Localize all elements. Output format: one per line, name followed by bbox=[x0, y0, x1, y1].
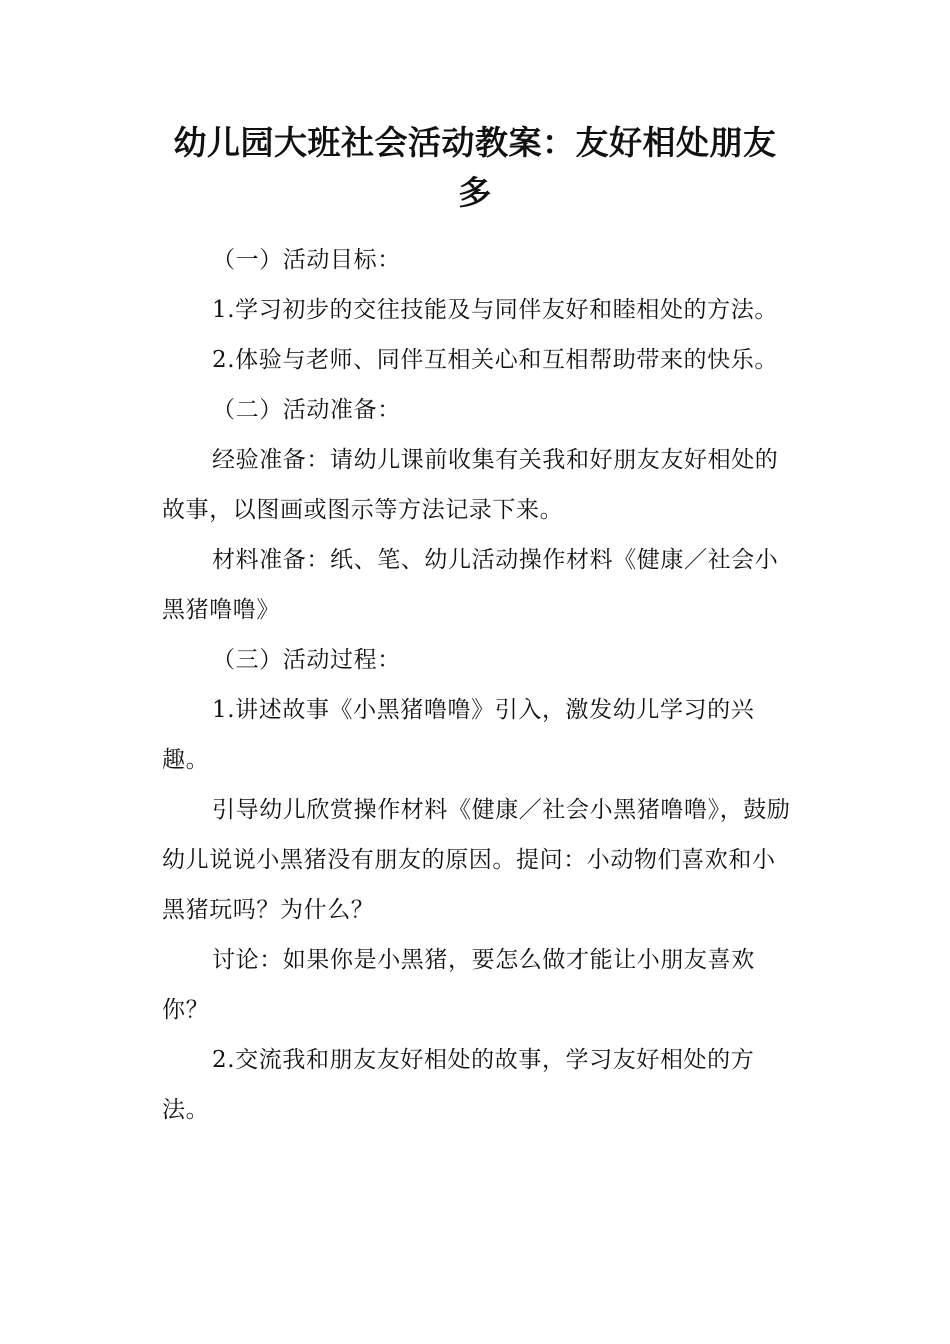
section-heading-goals: （一）活动目标： bbox=[212, 247, 401, 273]
paragraph-material-prep: 材料准备：纸、笔、幼儿活动操作材料《健康／社会小黑猪噜噜》 bbox=[162, 547, 779, 623]
paragraph-experience-prep: 经验准备：请幼儿课前收集有关我和好朋友友好相处的故事，以图画或图示等方法记录下来。 bbox=[162, 447, 779, 523]
paragraph-process-1: 1.讲述故事《小黑猪噜噜》引入，激发幼儿学习的兴趣。 bbox=[162, 697, 755, 773]
paragraph-goal-2: 2.体验与老师、同伴互相关心和互相帮助带来的快乐。 bbox=[212, 347, 778, 373]
section-heading-process: （三）活动过程： bbox=[212, 647, 401, 673]
paragraph-discussion: 讨论：如果你是小黑猪，要怎么做才能让小朋友喜欢你？ bbox=[162, 947, 755, 1023]
section-heading-preparation: （二）活动准备： bbox=[212, 397, 401, 423]
paragraph-guide: 引导幼儿欣赏操作材料《健康／社会小黑猪噜噜》，鼓励幼儿说说小黑猪没有朋友的原因。提问：小动物们喜欢和小黑猪玩吗？为什么？ bbox=[162, 797, 791, 923]
document-body bbox=[162, 235, 792, 1135]
paragraph-process-2: 2.交流我和朋友友好相处的故事，学习友好相处的方法。 bbox=[162, 1047, 755, 1123]
document-title: 幼儿园大班社会活动教案：友好相处朋友多 bbox=[173, 123, 777, 212]
paragraph-goal-1: 1.学习初步的交往技能及与同伴友好和睦相处的方法。 bbox=[212, 297, 778, 323]
